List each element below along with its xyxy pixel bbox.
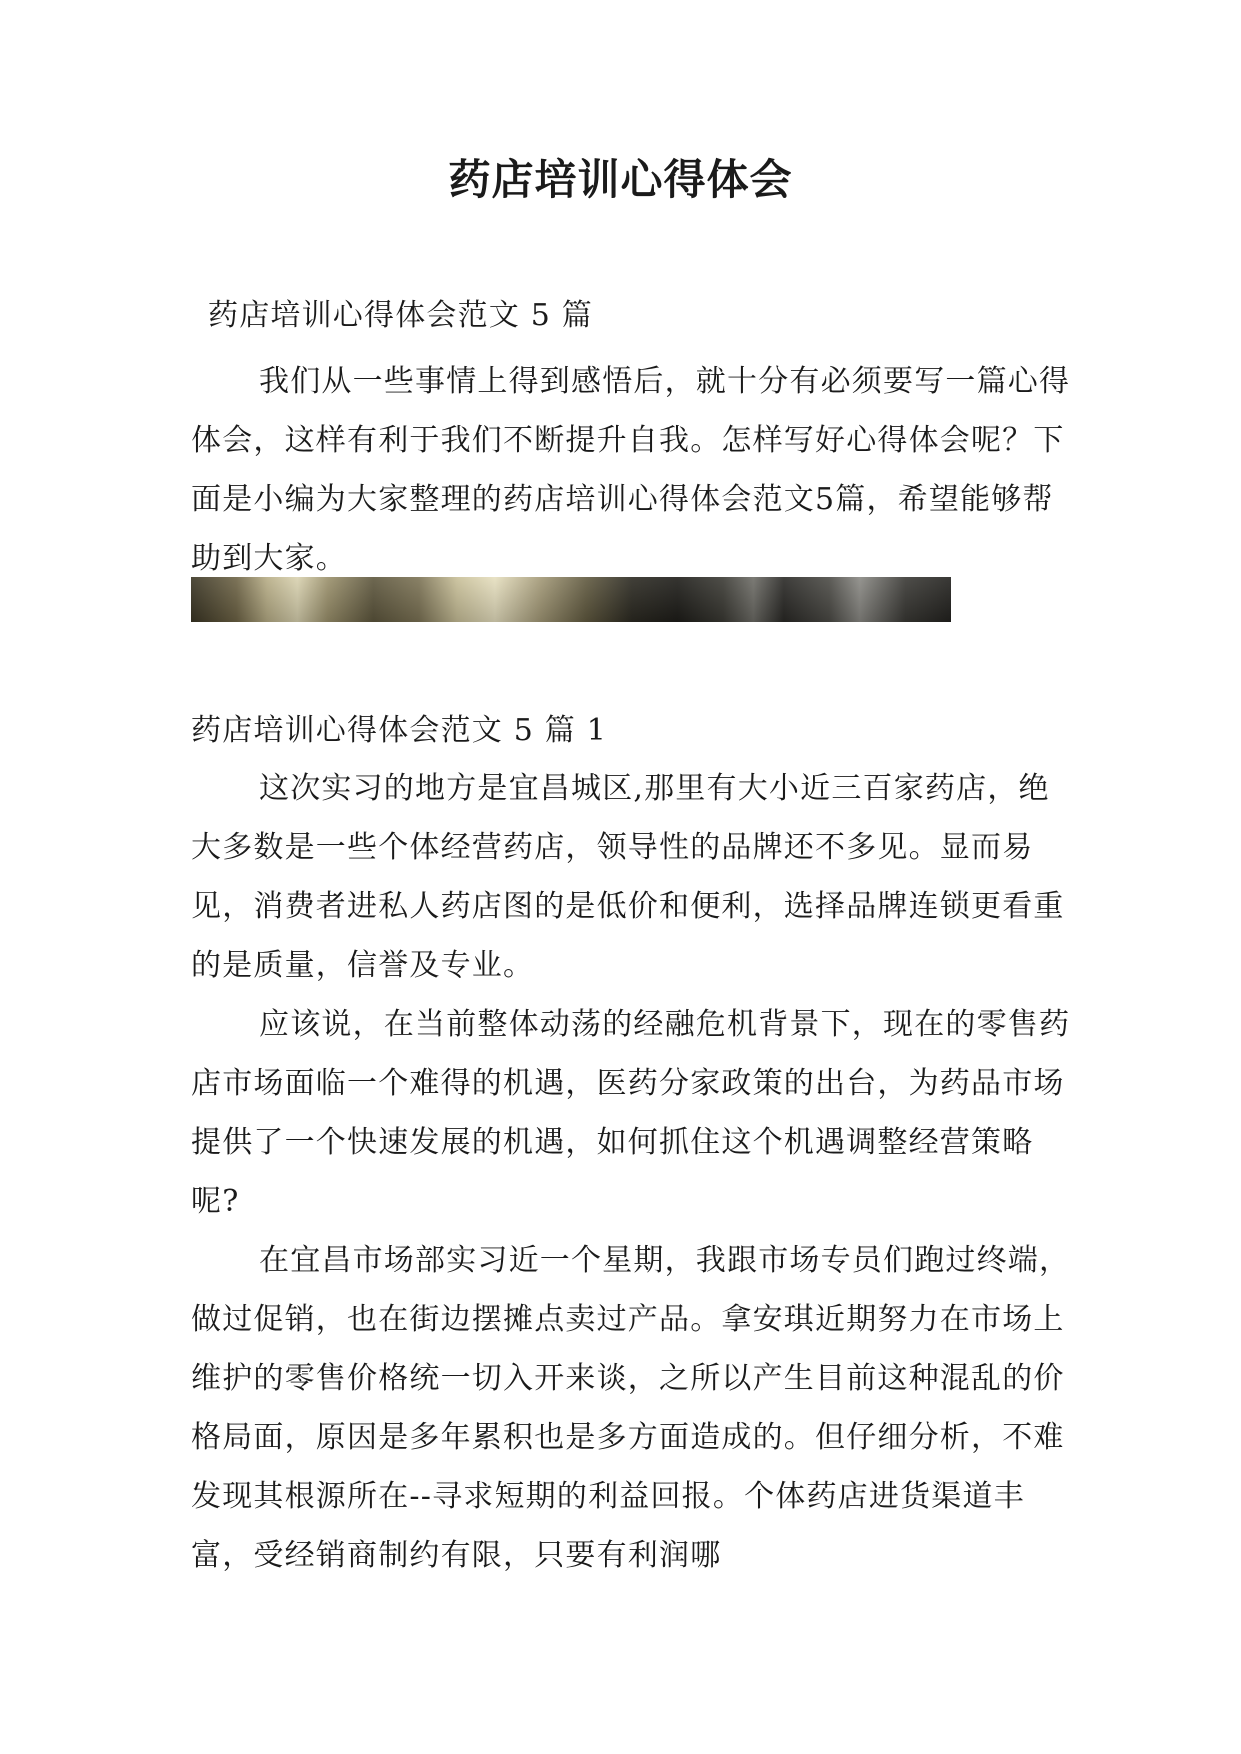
banner-image-shade	[191, 577, 951, 622]
section-body	[191, 759, 1071, 1585]
page-title: 药店培训心得体会	[448, 155, 793, 204]
section-heading: 药店培训心得体会范文 5 篇 1	[191, 713, 607, 748]
document-subtitle: 药店培训心得体会范文 5 篇	[208, 298, 593, 333]
banner-image	[191, 577, 951, 622]
body-paragraph-2: 应该说，在当前整体动荡的经融危机背景下，现在的零售药店市场面临一个难得的机遇，医药分家政策的出台，为药品市场提供了一个快速发展的机遇，如何抓住这个机遇调整经营策略呢?	[191, 1007, 1071, 1219]
intro-paragraph: 我们从一些事情上得到感悟后，就十分有必须要写一篇心得体会，这样有利于我们不断提升自我。怎样写好心得体会呢？下面是小编为大家整理的药店培训心得体会范文5篇，希望能够帮助到大家。	[191, 364, 1071, 576]
body-paragraph-3: 在宜昌市场部实习近一个星期，我跟市场专员们跑过终端，做过促销，也在街边摆摊点卖过产品。拿安琪近期努力在市场上维护的零售价格统一切入开来谈，之所以产生目前这种混乱的价格局面，原因是多年累积也是多方面造成的。但仔细分析，不难发现其根源所在--寻求短期的利益回报。个体药店进货渠道丰富，受经销商制约有限，只要有利润哪	[191, 1243, 1071, 1573]
body-paragraph-1: 这次实习的地方是宜昌城区,那里有大小近三百家药店，绝大多数是一些个体经营药店，领导性的品牌还不多见。显而易见，消费者进私人药店图的是低价和便利，选择品牌连锁更看重的是质量，信誉及专业。	[191, 771, 1065, 983]
